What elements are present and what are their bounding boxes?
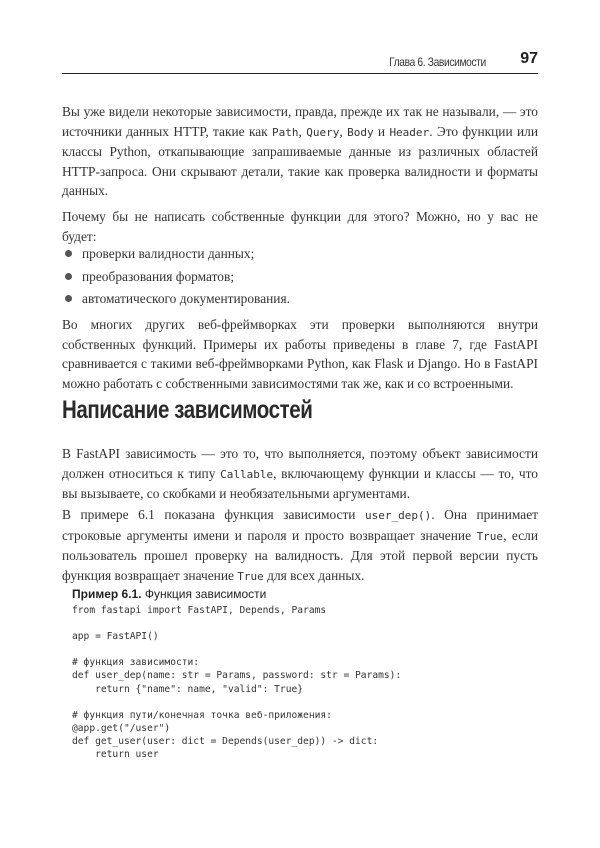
inline-code: True [237,569,264,583]
text: , включающему функции и классы — то, что вы вызываете, со скобками и необязательными аргументами. [62,465,538,502]
text: Вы уже видели некоторые зависимости, правда, прежде их так не называли, — это источники данных HTTP, такие как [62,104,538,139]
inline-code: Body [347,125,374,139]
list-item [62,244,538,267]
list-item [62,289,538,312]
code-line [72,643,401,656]
inline-code: user_dep() [365,509,432,522]
code-line [72,617,401,630]
text: В примере 6.1 показана функция зависимости [62,507,366,522]
paragraph-frameworks: Во многих других веб-фреймворках эти проверки выполняются внутри собственных функций. Примеры их работы приведены в главе 7, где FastAPI сравнивается с такими веб-фреймворками Python, как Flask и Django. Но в FastAPI можно работать с собственными зависимостями так же, как и со встроенными. [62,317,538,391]
code-line: app = FastAPI() [72,631,159,643]
paragraph-example-intro [62,505,538,586]
text: , если пользователь прошел проверку на валидность. Для этой первой версии пусть функция возвращает значение [62,527,538,583]
code-line: def get_user(user: dict = Depends(user_dep)) -> dict: [72,735,379,747]
text: В FastAPI зависимость — это то, что выполняется, поэтому объект зависимости должен относиться к типу [62,446,538,481]
list-item-text: преобразования форматов; [82,268,235,284]
running-header [62,48,538,74]
paragraph-intro [62,102,538,201]
inline-code: Path [272,125,299,139]
text: . Это функции или классы Python, откапывающие запрашиваемые данные из различных областей HTTP-запроса. Они скрывают детали, такие как проверка валидности и форматы данных. [62,123,538,199]
bullet-icon [65,273,72,280]
bullet-icon [65,295,72,302]
inline-code: Callable [220,467,274,481]
chapter-title: Глава 6. Зависимости [389,55,486,69]
code-line [72,696,401,709]
example-label: Пример 6.1. [72,587,142,601]
code-line: def user_dep(name: str = Params, password: str = Params): [72,670,402,682]
section-heading: Написание зависимостей [62,396,313,424]
inline-code: True [476,529,504,543]
code-line: return {"name": name, "valid": True} [72,683,304,695]
code-line: from fastapi import FastAPI, Depends, Params [72,605,327,616]
text: , [339,123,348,139]
page-number: 97 [520,50,538,67]
paragraph-callable [62,444,538,504]
list-item [62,267,538,290]
text: . Она принимает строковые аргументы имени и пароля и просто возвращает значение [62,507,538,543]
text: , [298,123,307,139]
text: и [373,123,390,139]
code-line: # функция пути/конечная точка веб-приложения: [72,709,332,721]
bullet-icon [65,250,72,257]
code-listing [72,604,401,761]
code-line: @app.get("/user") [72,722,171,734]
code-line: return user [72,749,159,761]
inline-code: Query [306,125,340,139]
paragraph-question: Почему бы не написать собственные функции для этого? Можно, но у вас не будет: [62,209,538,244]
list-item-text: проверки валидности данных; [82,246,255,261]
inline-code: Header [389,125,430,139]
code-line: # функция зависимости: [72,657,200,669]
list-item-text: автоматического документирования. [82,291,290,306]
example-title: Функция зависимости [141,587,267,601]
bullet-list [62,244,538,312]
example-caption [72,587,266,601]
text: для всех данных. [263,567,365,583]
